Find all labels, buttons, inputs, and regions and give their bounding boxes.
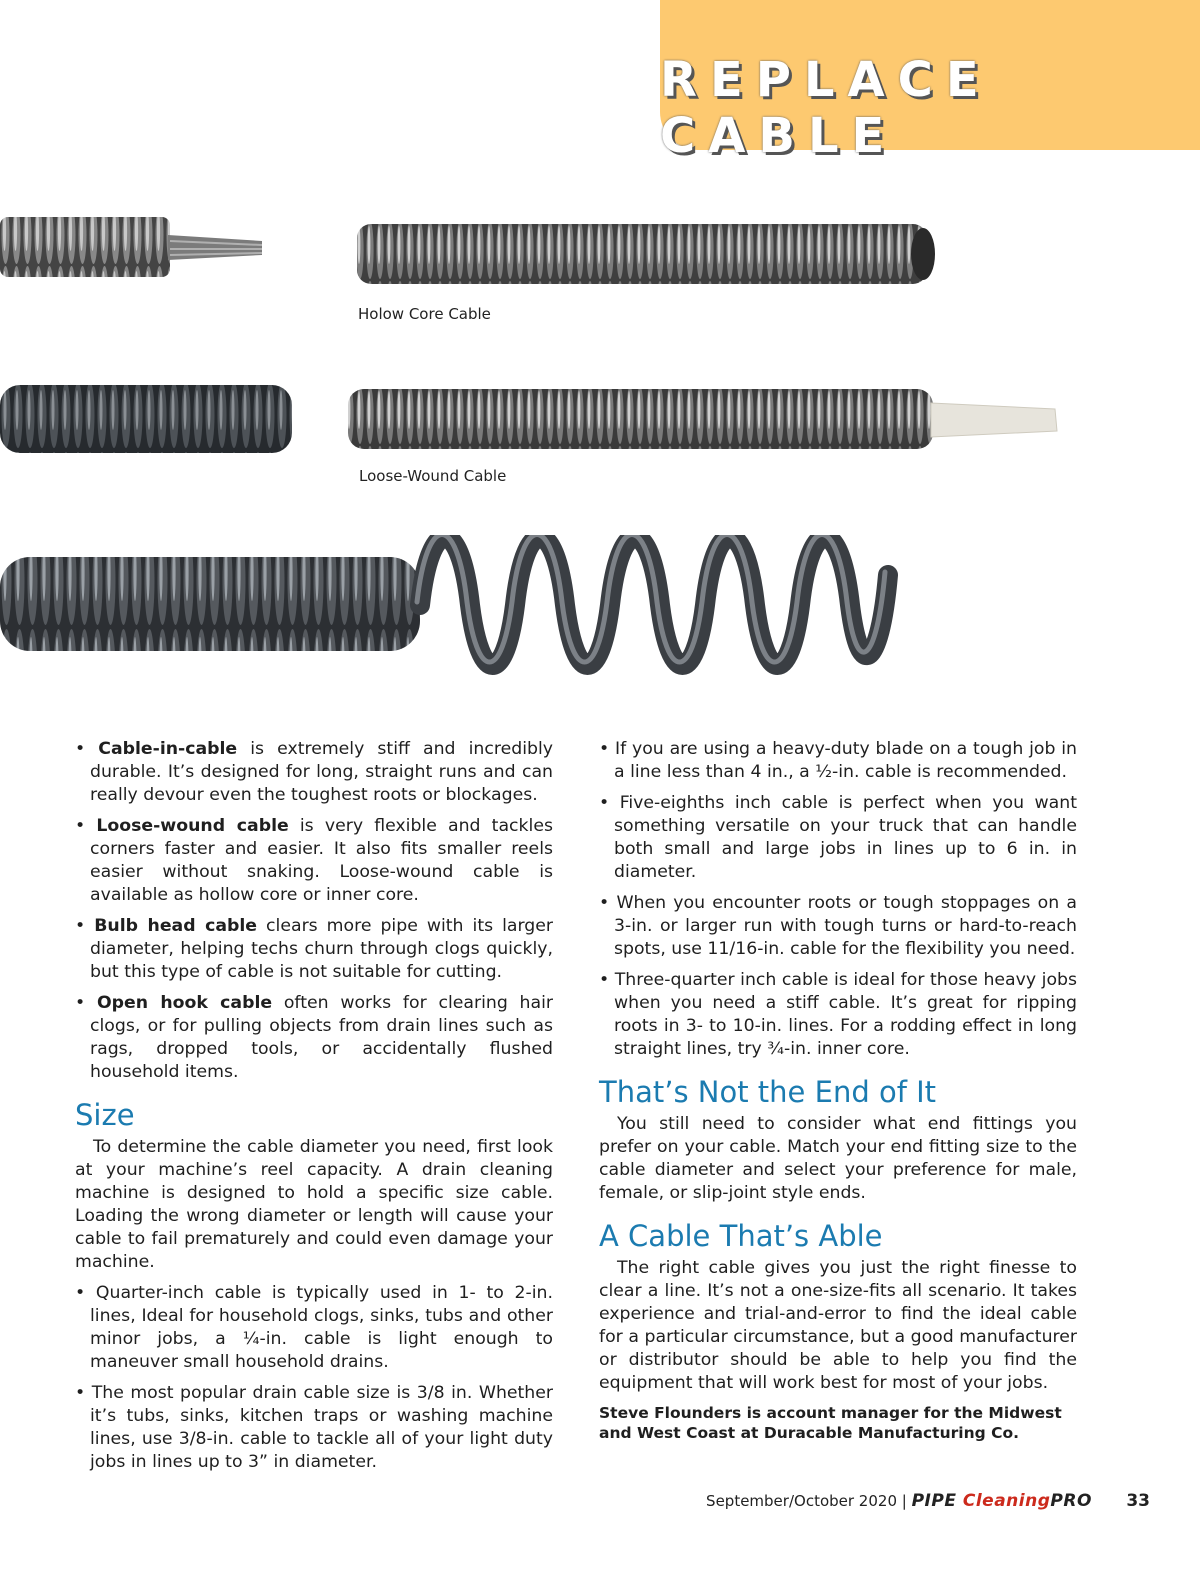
section-title: REPLACE CABLE (660, 52, 992, 164)
list-item: • Quarter-inch cable is typically used in 1- to 2-in. lines, Ideal for household clogs, sinks, tubs and other minor jobs, a ¼-in. cable is light enough to maneuver small household drains. (75, 1283, 553, 1372)
loose-wound-cable-image-left (0, 380, 300, 460)
section-tab (660, 0, 1200, 164)
author-bio: Steve Flounders is account manager for the Midwest and West Coast at Duracable Manufacturing Co. (599, 1404, 1062, 1442)
list-item: • When you encounter roots or tough stoppages on a 3-in. or larger run with tough turns or hard-to-reach spots, use 11/16-in. cable for the flexibility you need. (599, 893, 1077, 959)
open-hook-cable-image (0, 535, 905, 695)
list-item: • Open hook cable often works for clearing hair clogs, or for pulling objects from drain lines such as rags, dropped tools, or accidentally flushed household items. (75, 993, 554, 1082)
list-item: • Cable-in-cable is extremely stiff and incredibly durable. It’s designed for long, straight runs and can really devour even the toughest roots or blockages. (75, 739, 553, 805)
left-column (75, 738, 553, 1482)
list-item: • The most popular drain cable size is 3/8 in. Whether it’s tubs, sinks, kitchen traps or washing machine lines, use 3/8-in. cable to tackle all of your light duty jobs in lines up to 3” in diameter. (75, 1383, 553, 1472)
page-number: 33 (1126, 1491, 1150, 1511)
list-item: • Three-quarter inch cable is ideal for those heavy jobs when you need a stiff cable. It’s great for ripping roots in 3- to 10-in. lines. For a rodding effect in long straight lines, try ¾-in. inner core. (599, 970, 1077, 1059)
list-item: • Five-eighths inch cable is perfect when you want something versatile on your truck that can handle both small and large jobs in lines up to 6 in. in diameter. (599, 793, 1077, 882)
cable-in-cable-image (0, 205, 270, 295)
list-item: • If you are using a heavy-duty blade on a tough job in a line less than 4 in., a ½-in. cable is recommended. (599, 739, 1077, 782)
list-item: • Bulb head cable clears more pipe with its larger diameter, helping techs churn through clogs quickly, but this type of cable is not suitable for cutting. (75, 916, 554, 982)
size-paragraph: To determine the cable diameter you need, first look at your machine’s reel capacity. A drain cleaning machine is designed to hold a specific size cable. Loading the wrong diameter or length will cause your cable to fail prematurely and could even damage your machine. (75, 1137, 553, 1272)
list-item: • Loose-wound cable is very flexible and tackles corners faster and easier. It also fits smaller reels easier without snaking. Loose-wound cable is available as hollow core or inner core. (75, 816, 553, 905)
magazine-logo: PIPE CleaningPRO (911, 1491, 1092, 1511)
end-fittings-paragraph: You still need to consider what end fittings you prefer on your cable. Match your end fitting size to the cable diameter and select your preference for male, female, or slip-joint style ends. (599, 1114, 1077, 1203)
right-column (599, 738, 1077, 1443)
size-heading: Size (75, 1098, 135, 1132)
hollow-core-cable-image (355, 220, 945, 290)
hollow-core-caption: Holow Core Cable (358, 305, 491, 323)
loose-wound-cable-image-right (345, 385, 1065, 455)
page-footer (706, 1491, 1150, 1511)
issue-date: September/October 2020 | (706, 1492, 907, 1510)
end-fittings-heading: That’s Not the End of It (599, 1075, 937, 1109)
cable-able-paragraph: The right cable gives you just the right finesse to clear a line. It’s not a one-size-fits all scenario. It takes experience and trial-and-error to find the ideal cable for a particular circumstance, but a good manufacturer or distributor should be able to help you find the equipment that will work best for most of your jobs. (599, 1258, 1077, 1393)
loose-wound-caption: Loose-Wound Cable (359, 467, 507, 485)
cable-able-heading: A Cable That’s Able (599, 1219, 883, 1253)
